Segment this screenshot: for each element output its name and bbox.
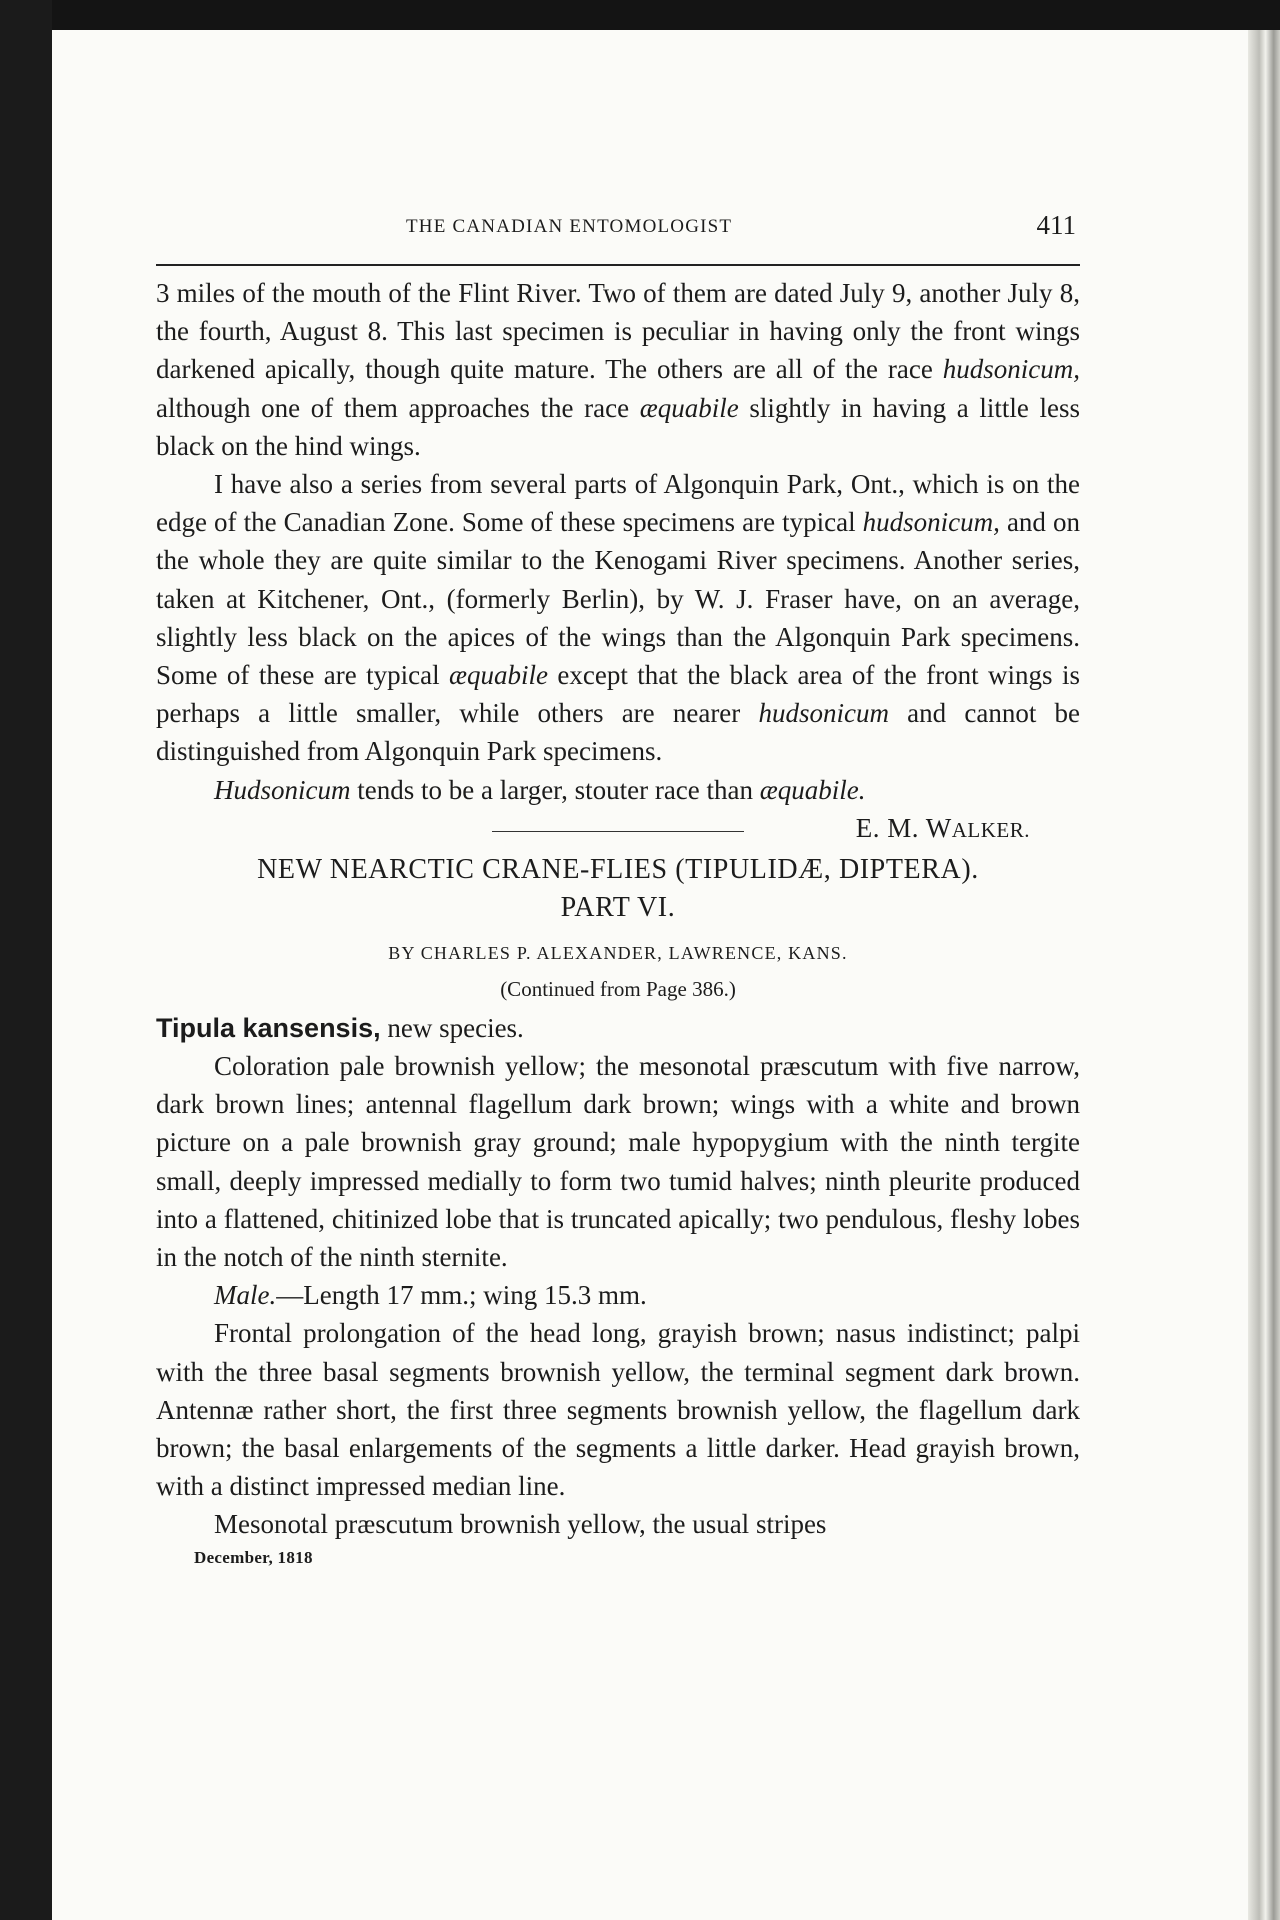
scan-top-margin [0, 0, 1280, 34]
continued-note: (Continued from Page 386.) [500, 976, 736, 1001]
journal-title: THE CANADIAN ENTOMOLOGIST [406, 216, 733, 237]
species-heading: Tipula kansensis, new species. [156, 1012, 524, 1043]
article-title [156, 851, 1080, 927]
paragraph-conclusion: Hudsonicum tends to be a larger, stouter race than æquabile. [214, 774, 866, 805]
title-line-1: NEW NEARCTIC CRANE-FLIES (TIPULIDÆ, DIPTERA). [257, 853, 979, 885]
paragraph-head-description: Frontal prolongation of the head long, grayish brown; nasus indistinct; palpi with the three basal segments brownish yellow, the terminal segment dark brown. Antennæ rather short, the first three segments brownish yellow, the flagellum dark brown; the basal enlargements of the segments a little darker. Head grayish brown, with a distinct impressed median line. [156, 1318, 1080, 1502]
paragraph-algonquin-park: I have also a series from several parts of Algonquin Park, Ont., which is on the edge of the Canadian Zone. Some of these specimens are typical hudsonicum, and on the whole they are quite similar to the Kenogami River specimens. Another series, taken at Kitchener, Ont., (formerly Berlin), by W. J. Fraser have, on an average, slightly less black on the apices of the wings than the Algonquin Park specimens. Some of these are typical æquabile except that the black area of the front wings is perhaps a little smaller, while others are nearer hudsonicum and cannot be distinguished from Algonquin Park specimens. [156, 469, 1080, 767]
issue-date: December, 1818 [194, 1547, 313, 1567]
page-number: 411 [1036, 210, 1076, 240]
signature-line [156, 809, 1080, 847]
scan-left-margin [0, 0, 52, 1920]
article-separator-rule [492, 831, 744, 833]
header-rule [156, 264, 1080, 266]
paragraph-male-measurements: Male.—Length 17 mm.; wing 15.3 mm. [214, 1280, 647, 1311]
author-byline: BY CHARLES P. ALEXANDER, LAWRENCE, KANS. [388, 942, 848, 963]
paragraph-flint-river: 3 miles of the mouth of the Flint River. Two of them are dated July 9, another July 8, the fourth, August 8. This last specimen is peculiar in having only the front wings darkened apically, though quite mature. The others are all of the race hudsonicum, although one of them approaches the race æquabile slightly in having a little less black on the hind wings. [156, 278, 1080, 461]
running-head [156, 208, 1080, 250]
paragraph-diagnosis: Coloration pale brownish yellow; the mesonotal præscutum with five narrow, dark brown lines; antennal flagellum dark brown; wings with a white and brown picture on a pale brownish gray ground; male hypopygium with the ninth tergite small, deeply impressed medially to form two tumid halves; ninth pleurite produced into a flattened, chitinized lobe that is truncated apically; two pendulous, fleshy lobes in the notch of the ninth sternite. [156, 1051, 1080, 1273]
author-signature: E. M. WALKER. [855, 812, 1030, 843]
title-line-2: PART VI. [560, 891, 676, 923]
page-edge-shadow [1248, 30, 1280, 1920]
page-content [156, 208, 1080, 1568]
paragraph-mesonotum: Mesonotal præscutum brownish yellow, the usual stripes [214, 1509, 827, 1540]
species-name: Tipula kansensis, [156, 1012, 381, 1043]
